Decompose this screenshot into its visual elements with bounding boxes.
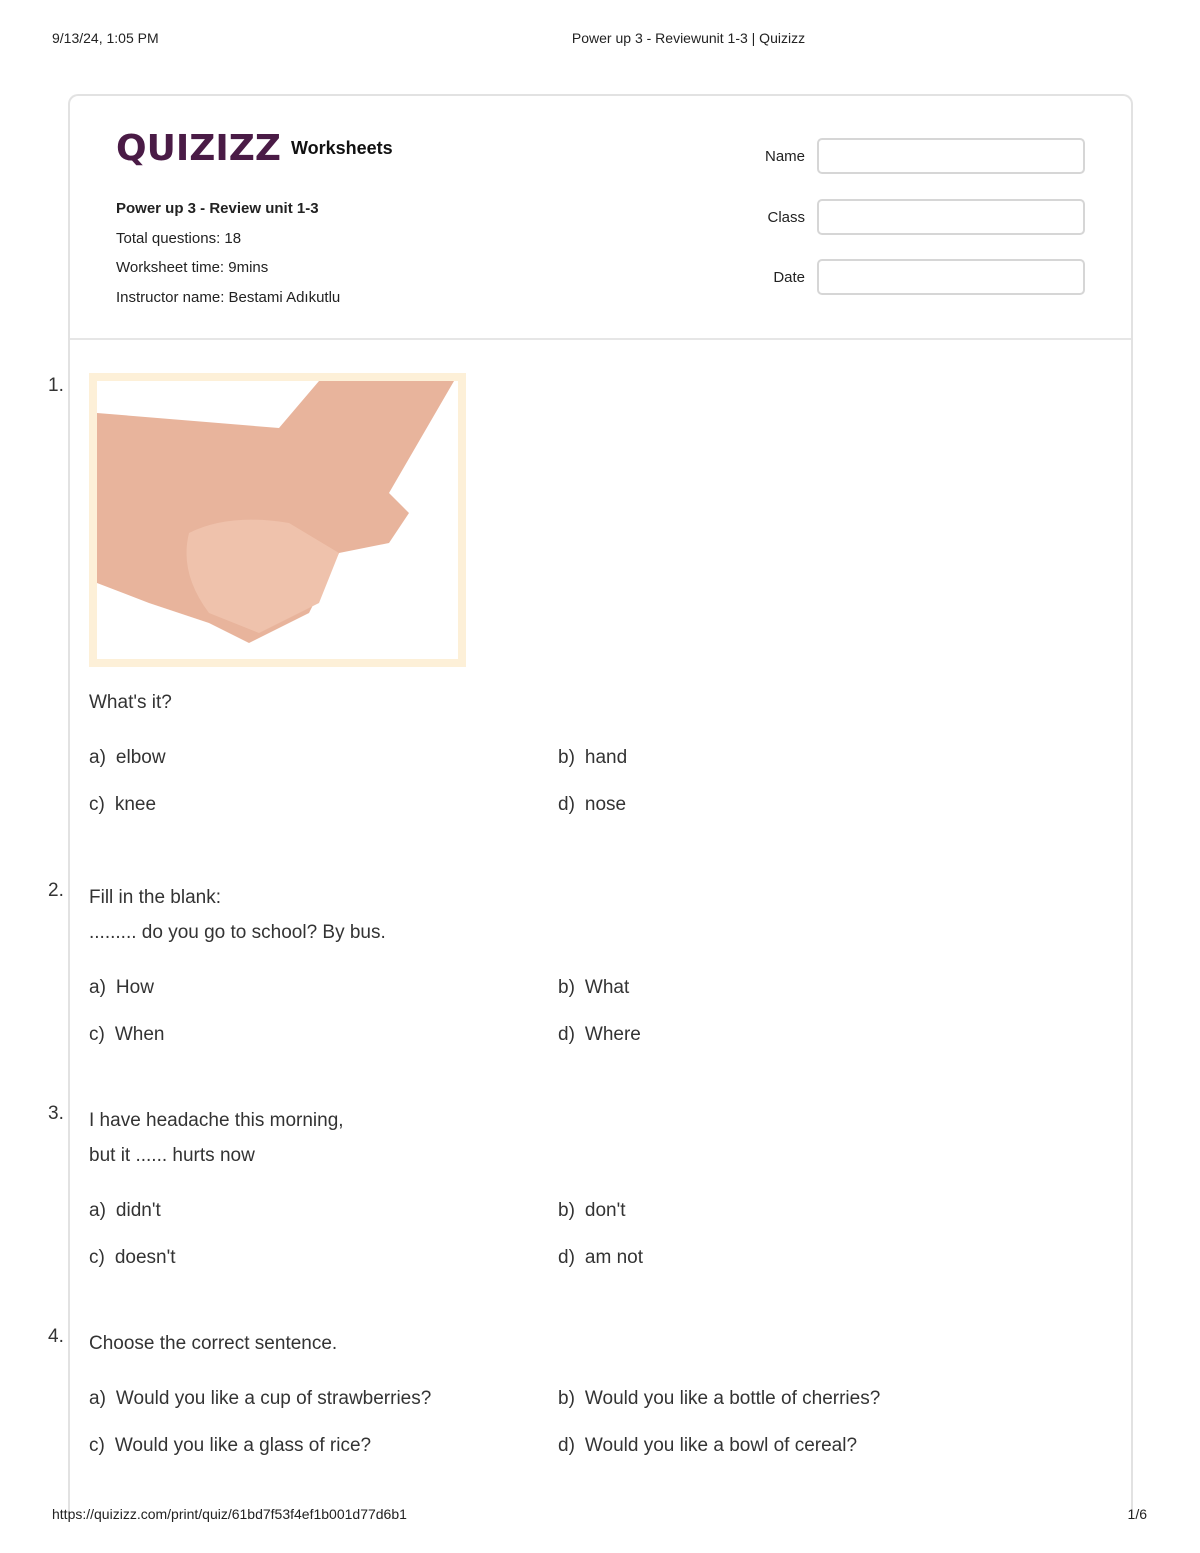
option-letter: a) <box>89 977 106 998</box>
instructor-name: Instructor name: Bestami Adıkutlu <box>116 288 341 306</box>
question-text: What's it? <box>89 692 172 713</box>
class-label: Class <box>767 208 805 226</box>
option-letter: b) <box>558 747 575 768</box>
date-input[interactable] <box>817 259 1085 295</box>
option-text: What <box>584 977 630 998</box>
answer-option[interactable] <box>89 1381 558 1416</box>
option-text: hand <box>584 747 628 768</box>
option-text: Would you like a bottle of cherries? <box>584 1388 881 1409</box>
answer-option[interactable] <box>89 1017 558 1052</box>
answer-option[interactable] <box>89 1193 558 1228</box>
option-letter: b) <box>558 977 575 998</box>
quizizz-logo <box>116 128 393 169</box>
question-number: 3. <box>48 1103 64 1124</box>
option-letter: a) <box>89 747 106 768</box>
option-letter: c) <box>89 794 105 815</box>
option-text: elbow <box>115 747 166 768</box>
option-letter: d) <box>558 1247 575 1268</box>
option-text: knee <box>114 794 157 815</box>
total-questions: Total questions: 18 <box>116 229 242 247</box>
logo-brand: QUIZIZZ <box>116 128 281 169</box>
print-datetime: 9/13/24, 1:05 PM <box>52 30 159 46</box>
question-text: I have headache this morning, <box>89 1110 344 1131</box>
option-text: nose <box>584 794 627 815</box>
question-text: Choose the correct sentence. <box>89 1333 338 1354</box>
answer-option[interactable] <box>558 740 958 775</box>
answer-option[interactable] <box>89 740 558 775</box>
date-field <box>755 259 1085 295</box>
option-letter: d) <box>558 1024 575 1045</box>
name-field <box>755 138 1085 174</box>
answer-option[interactable] <box>89 1428 558 1463</box>
name-label: Name <box>764 147 805 165</box>
worksheet-time: Worksheet time: 9mins <box>116 259 269 276</box>
answer-option[interactable] <box>89 970 558 1005</box>
option-letter: c) <box>89 1024 105 1045</box>
option-text: didn't <box>115 1200 161 1221</box>
question-number: 1. <box>48 375 64 396</box>
option-text: Where <box>584 1024 641 1045</box>
option-letter: c) <box>89 1435 105 1456</box>
answer-option[interactable] <box>89 787 558 822</box>
answer-option[interactable] <box>558 1017 958 1052</box>
option-text: How <box>115 977 154 998</box>
answer-option[interactable] <box>558 1240 958 1275</box>
question-text: but it ...... hurts now <box>89 1145 255 1166</box>
option-text: Would you like a cup of strawberries? <box>115 1388 432 1409</box>
option-letter: d) <box>558 1435 575 1456</box>
elbow-image <box>89 373 466 667</box>
footer-url: https://quizizz.com/print/quiz/61bd7f53f4ef1b001d77d6b1 <box>52 1506 407 1522</box>
option-text: don't <box>584 1200 626 1221</box>
date-label: Date <box>773 268 805 286</box>
print-title: Power up 3 - Reviewunit 1-3 | Quizizz <box>571 30 806 46</box>
question-number: 4. <box>48 1326 64 1347</box>
class-field <box>755 199 1085 235</box>
question-text: Fill in the blank: <box>89 887 222 908</box>
answer-option[interactable] <box>558 1428 958 1463</box>
answer-option[interactable] <box>558 1381 958 1416</box>
class-input[interactable] <box>817 199 1085 235</box>
worksheet-title: Power up 3 - Review unit 1-3 <box>116 200 319 217</box>
option-letter: a) <box>89 1388 106 1409</box>
answer-option[interactable] <box>558 1193 958 1228</box>
answer-option[interactable] <box>558 970 958 1005</box>
option-letter: b) <box>558 1200 575 1221</box>
option-text: Would you like a bowl of cereal? <box>584 1435 858 1456</box>
worksheet-header <box>70 96 1131 340</box>
option-text: doesn't <box>114 1247 176 1268</box>
name-input[interactable] <box>817 138 1085 174</box>
logo-product: Worksheets <box>290 138 393 158</box>
question-text: ......... do you go to school? By bus. <box>89 922 386 943</box>
answer-option[interactable] <box>89 1240 558 1275</box>
option-text: Would you like a glass of rice? <box>114 1435 372 1456</box>
question-number: 2. <box>48 880 64 901</box>
option-text: am not <box>584 1247 643 1268</box>
option-letter: c) <box>89 1247 105 1268</box>
option-letter: b) <box>558 1388 575 1409</box>
option-letter: d) <box>558 794 575 815</box>
option-letter: a) <box>89 1200 106 1221</box>
page-number: 1/6 <box>1127 1506 1147 1522</box>
option-text: When <box>114 1024 165 1045</box>
answer-option[interactable] <box>558 787 958 822</box>
